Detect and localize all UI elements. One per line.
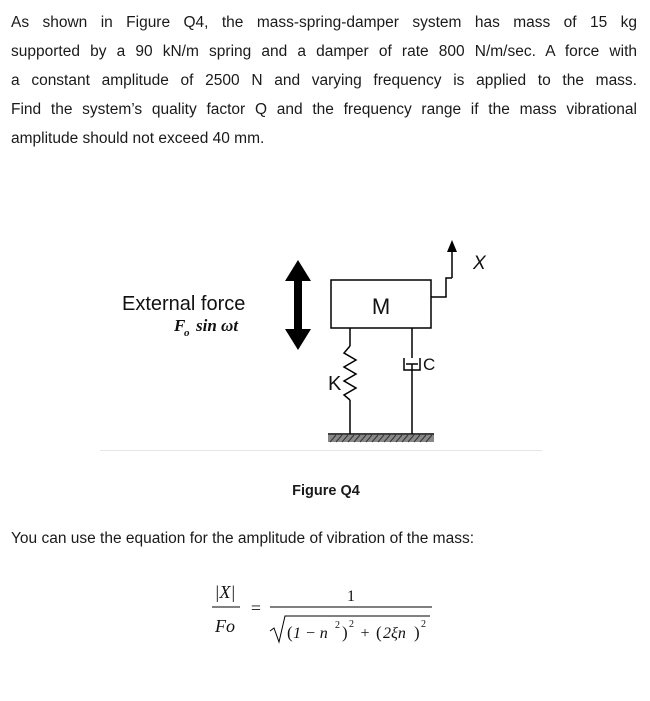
problem-line-1: As shown in Figure Q4, the mass-spring-damper system has mass of 15 kg	[11, 14, 637, 31]
lhs-numerator: |X|	[214, 582, 236, 602]
spring-label: K	[328, 373, 342, 395]
force-subscript: o	[184, 327, 190, 339]
rhs-numerator: 1	[347, 588, 355, 605]
amplitude-equation	[208, 576, 448, 656]
rhs-term-2-power: 2	[421, 619, 426, 630]
problem-line-3: a constant amplitude of 2500 N and varying frequency is applied to the mass.	[11, 72, 637, 89]
equals-sign: =	[250, 598, 262, 618]
force-arrow-icon	[285, 260, 311, 350]
svg-text:): )	[414, 623, 420, 642]
plus-sign: +	[360, 625, 370, 642]
external-force-label: External force	[122, 293, 246, 315]
equation-hint: You can use the equation for the amplitude of vibration of the mass:	[11, 530, 475, 547]
ground-hatch	[328, 434, 434, 442]
rhs-term-1-inner-power: 2	[335, 620, 340, 631]
arrow-up-icon	[447, 240, 457, 252]
rhs-term-2: 2ξn	[383, 625, 406, 642]
svg-text:): )	[342, 623, 348, 642]
displacement-indicator	[431, 240, 457, 297]
figure-q4-diagram	[100, 218, 542, 451]
problem-line-5: amplitude should not exceed 40 mm.	[11, 130, 265, 147]
force-symbol: F	[174, 316, 186, 335]
spring-icon	[344, 328, 356, 434]
mass-label: M	[371, 294, 391, 319]
figure-caption-text: Figure Q4	[292, 483, 360, 499]
lhs-denominator: Fo	[215, 616, 235, 636]
figure-caption	[0, 483, 650, 499]
force-expression	[173, 316, 239, 339]
svg-text:(: (	[376, 623, 382, 642]
problem-line-4: Find the system’s quality factor Q and the frequency range if the mass vibrational	[11, 101, 637, 118]
displacement-label: X	[473, 253, 486, 274]
rhs-denominator	[270, 616, 430, 642]
damper-label: C	[423, 355, 436, 374]
problem-statement	[11, 8, 637, 153]
force-sin-term: sin ωt	[196, 316, 239, 335]
damper-icon	[404, 328, 420, 434]
rhs-term-1-power: 2	[349, 619, 354, 630]
svg-text:(: (	[287, 623, 293, 642]
problem-line-2: supported by a 90 kN/m spring and a damper of rate 800 N/m/sec. A force with	[11, 43, 637, 60]
rhs-term-1: 1 − n	[293, 625, 328, 642]
